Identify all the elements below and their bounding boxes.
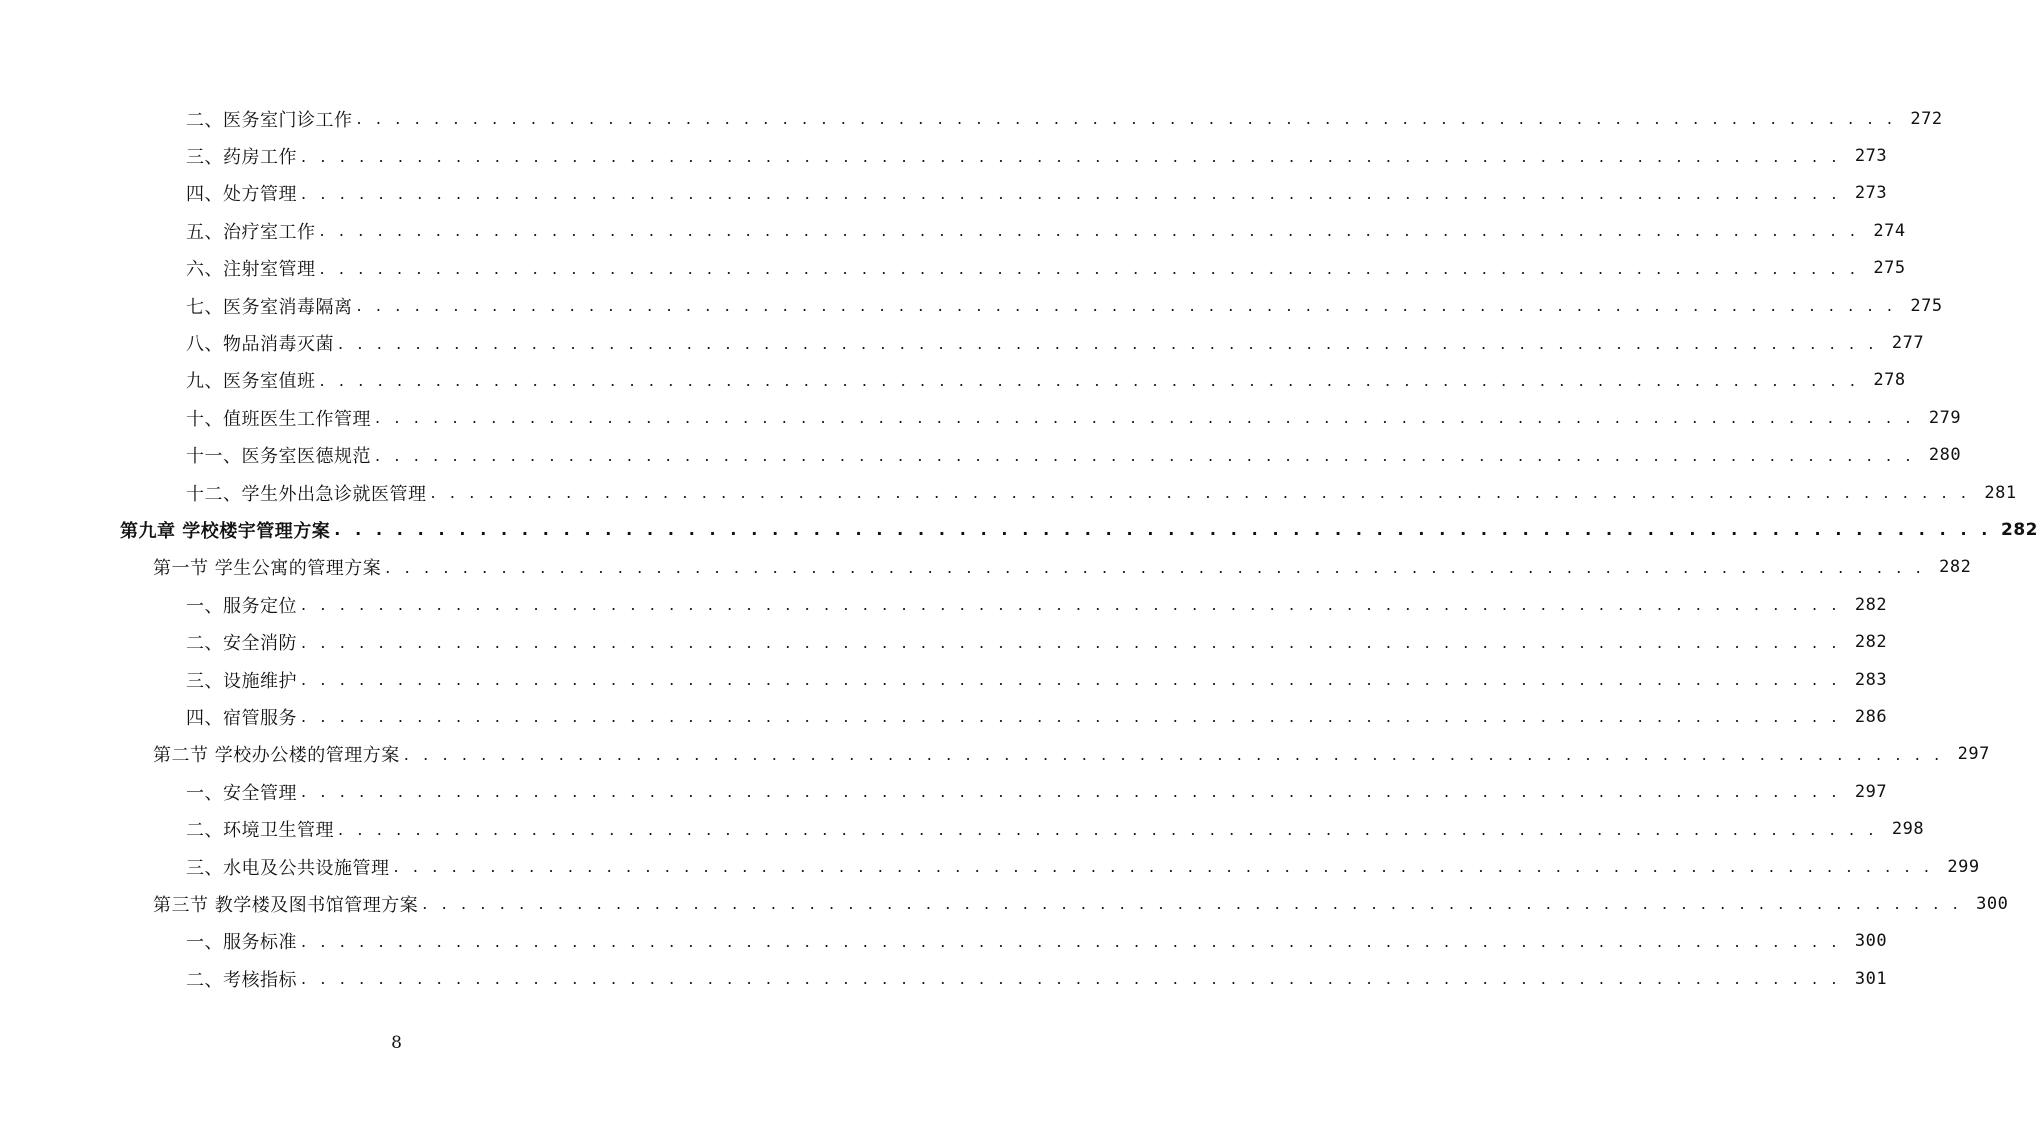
toc-entry-item[interactable] [0,773,1888,810]
toc-entry-item[interactable] [0,399,1962,436]
toc-entry-item[interactable] [0,437,1962,474]
toc-entry-page: 297 [1854,781,1888,802]
toc-entry-item[interactable] [0,923,1888,960]
toc-entry-page: 282 [2000,519,2038,540]
toc-dot-leader: . . . . . . . . . . . . . . . . . . . . . . . . . . . . . . . . . . . . . . . . . . . . . . . . . . . . . . . . . . . . . . . . . . . . . . . . . . . . . . . . [301,707,1842,727]
toc-entry-item[interactable] [0,175,1888,212]
toc-entry-title: 第九章 学校楼宇管理方案 [120,520,331,542]
toc-dot-leader: . . . . . . . . . . . . . . . . . . . . . . . . . . . . . . . . . . . . . . . . . . . . . . . . . . . . . . . . . . . . . . . . . . . . . . . . . . . . . . . . [375,408,1916,428]
toc-dot-leader: . . . . . . . . . . . . . . . . . . . . . . . . . . . . . . . . . . . . . . . . . . . . . . . . . . . . . . . . . . . . . . . . . . . . . . . . . . . . . . . . [301,969,1842,989]
toc-entry-page: 274 [1873,220,1906,241]
toc-dot-leader: . . . . . . . . . . . . . . . . . . . . . . . . . . . . . . . . . . . . . . . . . . . . . . . . . . . . . . . . . . . . . . . . . . . . . . . . . . . . . . . . [301,146,1842,166]
toc-entry-page: 282 [1854,594,1888,615]
toc-entry-item[interactable] [0,100,1943,137]
toc-entry-title: 第三节 教学楼及图书馆管理方案 [153,894,419,916]
toc-entry-title: 四、处方管理 [186,184,297,206]
toc-entry-page: 297 [1957,744,1990,765]
toc-entry-title: 九、医务室值班 [186,371,316,393]
toc-entry-chapter[interactable] [0,511,2038,548]
toc-entry-item[interactable] [0,960,1888,997]
toc-dot-leader: . . . . . . . . . . . . . . . . . . . . . . . . . . . . . . . . . . . . . . . . . . . . . . . . . . . . . . . . . . . . . . . . . . . . . . . . . . . . . . . . [385,557,1926,577]
toc-entry-page: 277 [1891,333,1925,354]
toc-dot-leader: . . . . . . . . . . . . . . . . . . . . . . . . . . . . . . . . . . . . . . . . . . . . . . . . . . . . . . . . . . . . . . . . . . . . . . . . . . . . . . . . [430,483,1971,503]
toc-dot-leader: . . . . . . . . . . . . . . . . . . . . . . . . . . . . . . . . . . . . . . . . . . . . . . . . . . . . . . . . . . . . . . . . . . . . . . . . . . . . . . . . [319,370,1860,390]
toc-entry-page: 279 [1928,407,1962,428]
toc-entry-item[interactable] [0,250,1906,287]
toc-entry-title: 二、环境卫生管理 [186,820,334,842]
toc-entry-title: 第一节 学生公寓的管理方案 [153,558,382,580]
toc-entry-title: 三、水电及公共设施管理 [186,857,390,879]
table-of-contents [0,100,2038,997]
toc-entry-title: 三、药房工作 [186,147,297,169]
toc-entry-page: 281 [1984,482,2017,503]
toc-entry-item[interactable] [0,586,1888,623]
toc-dot-leader: . . . . . . . . . . . . . . . . . . . . . . . . . . . . . . . . . . . . . . . . . . . . . . . . . . . . . . . . . . . . . . . . . . . . . . . . . . . . . . . . [301,670,1842,690]
toc-dot-leader: . . . . . . . . . . . . . . . . . . . . . . . . . . . . . . . . . . . . . . . . . . . . . . . . . . . . . . . . . . . . . . . . . . . . . . . . . . . . . . . . [393,857,1934,876]
toc-entry-item[interactable] [0,324,1925,361]
toc-entry-title: 十二、学生外出急诊就医管理 [186,483,427,505]
toc-entry-item[interactable] [0,137,1888,174]
toc-entry-page: 273 [1854,146,1888,167]
toc-entry-page: 300 [1976,893,2009,914]
toc-dot-leader: . . . . . . . . . . . . . . . . . . . . . . . . . . . . . . . . . . . . . . . . . . . . . . . . . . . . . . . . . . . . . . . . . . . . . . . . . . . . . . . . [356,296,1897,316]
toc-dot-leader: . . . . . . . . . . . . . . . . . . . . . . . . . . . . . . . . . . . . . . . . . . . . . . . . . . . . . . . . . . . . . . . . . . . . . . . . . . . . . . . . [301,782,1842,802]
toc-entry-item[interactable] [0,287,1943,324]
toc-dot-leader: . . . . . . . . . . . . . . . . . . . . . . . . . . . . . . . . . . . . . . . . . . . . . . . . . . . . . . . . . . . . . . . . . . . . . . . . . . . . . . . . [403,744,1944,764]
toc-entry-page: 282 [1939,557,1972,578]
toc-entry-item[interactable] [0,623,1888,660]
toc-entry-title: 四、宿管服务 [186,707,297,729]
toc-entry-page: 286 [1854,706,1888,727]
toc-entry-item[interactable] [0,661,1888,698]
toc-entry-page: 283 [1854,669,1888,690]
toc-dot-leader: . . . . . . . . . . . . . . . . . . . . . . . . . . . . . . . . . . . . . . . . . . . . . . . . . . . . . . . . . . . . . . . . . . . . . . . . . . . . . . . . [319,221,1860,241]
toc-entry-page: 278 [1873,370,1906,391]
toc-entry-page: 300 [1854,931,1888,952]
toc-dot-leader: . . . . . . . . . . . . . . . . . . . . . . . . . . . . . . . . . . . . . . . . . . . . . . . . . . . . . . . . . . . . . . . . . . . . . . . . . . . . . . . . [338,819,1879,839]
toc-entry-page: 275 [1910,295,1943,316]
toc-entry-item[interactable] [0,698,1888,735]
toc-entry-page: 280 [1928,445,1962,466]
toc-entry-title: 第二节 学校办公楼的管理方案 [153,745,400,767]
toc-entry-item[interactable] [0,474,2017,511]
toc-entry-section[interactable] [0,885,2009,922]
toc-entry-page: 299 [1947,856,1980,877]
toc-entry-title: 三、设施维护 [186,670,297,692]
toc-entry-title: 二、安全消防 [186,633,297,655]
toc-dot-leader: . . . . . . . . . . . . . . . . . . . . . . . . . . . . . . . . . . . . . . . . . . . . . . . . . . . . . . . . . . . . . . . . . . . . . . . . . . . . . . . . [338,333,1879,353]
toc-dot-leader: . . . . . . . . . . . . . . . . . . . . . . . . . . . . . . . . . . . . . . . . . . . . . . . . . . . . . . . . . . . . . . . . . . . . . . . . . . . . . . . . [301,595,1842,615]
toc-entry-title: 五、治疗室工作 [186,221,316,243]
toc-entry-page: 273 [1854,183,1888,204]
toc-dot-leader: . . . . . . . . . . . . . . . . . . . . . . . . . . . . . . . . . . . . . . . . . . . . . . . . . . . . . . . . . . . . . . . . . . . . . . . . . . . . . . . . [375,445,1916,465]
toc-dot-leader: . . . . . . . . . . . . . . . . . . . . . . . . . . . . . . . . . . . . . . . . . . . . . . . . . . . . . . . . . . . . . . . . . . . . . . . . . . . . . . . . [422,894,1963,914]
toc-entry-title: 二、考核指标 [186,969,297,991]
toc-entry-title: 一、服务标准 [186,932,297,954]
toc-entry-title: 六、注射室管理 [186,259,316,281]
toc-entry-section[interactable] [0,736,1990,773]
toc-dot-leader: . . . . . . . . . . . . . . . . . . . . . . . . . . . . . . . . . . . . . . . . . . . . . . . . . . . . . . . . . . . . . . . . . . . . . . . . . . . . . . . . [301,632,1842,652]
toc-dot-leader: . . . . . . . . . . . . . . . . . . . . . . . . . . . . . . . . . . . . . . . . . . . . . . . . . . . . . . . . . . . . . . . . . . . . . . . . . . . . . . . . [319,258,1860,278]
toc-entry-item[interactable] [0,362,1906,399]
toc-entry-item[interactable] [0,212,1906,249]
toc-entry-page: 272 [1910,108,1943,129]
toc-entry-section[interactable] [0,549,1972,586]
toc-entry-page: 301 [1854,968,1888,989]
toc-entry-item[interactable] [0,848,1980,885]
toc-entry-title: 八、物品消毒灭菌 [186,334,334,356]
toc-entry-page: 275 [1873,258,1906,279]
toc-entry-item[interactable] [0,810,1925,847]
toc-entry-title: 一、服务定位 [186,595,297,617]
toc-entry-title: 七、医务室消毒隔离 [186,296,353,318]
toc-dot-leader: . . . . . . . . . . . . . . . . . . . . . . . . . . . . . . . . . . . . . . . . . . . . . . . . . . . . . . . . . . . . . . . . . . . . . . . . . . . . . . . . [356,109,1897,129]
toc-entry-page: 282 [1854,632,1888,653]
toc-entry-title: 一、安全管理 [186,782,297,804]
toc-dot-leader: . . . . . . . . . . . . . . . . . . . . . . . . . . . . . . . . . . . . . . . . . . . . . . . . . . . . . . . . . . . . . . . . . . . . . . . . . . . . . . . . [301,931,1842,951]
toc-entry-title: 十一、医务室医德规范 [186,446,371,468]
toc-entry-page: 298 [1891,819,1925,840]
toc-entry-title: 十、值班医生工作管理 [186,408,371,430]
toc-dot-leader: . . . . . . . . . . . . . . . . . . . . . . . . . . . . . . . . . . . . . . . . . . . . . . . . . . . . . . . . . . . . . . . . . . . . . . . . . . . . . . . . [334,520,1992,540]
toc-dot-leader: . . . . . . . . . . . . . . . . . . . . . . . . . . . . . . . . . . . . . . . . . . . . . . . . . . . . . . . . . . . . . . . . . . . . . . . . . . . . . . . . [301,183,1842,203]
toc-entry-title: 二、医务室门诊工作 [186,109,353,131]
page-number: 8 [391,1033,402,1053]
